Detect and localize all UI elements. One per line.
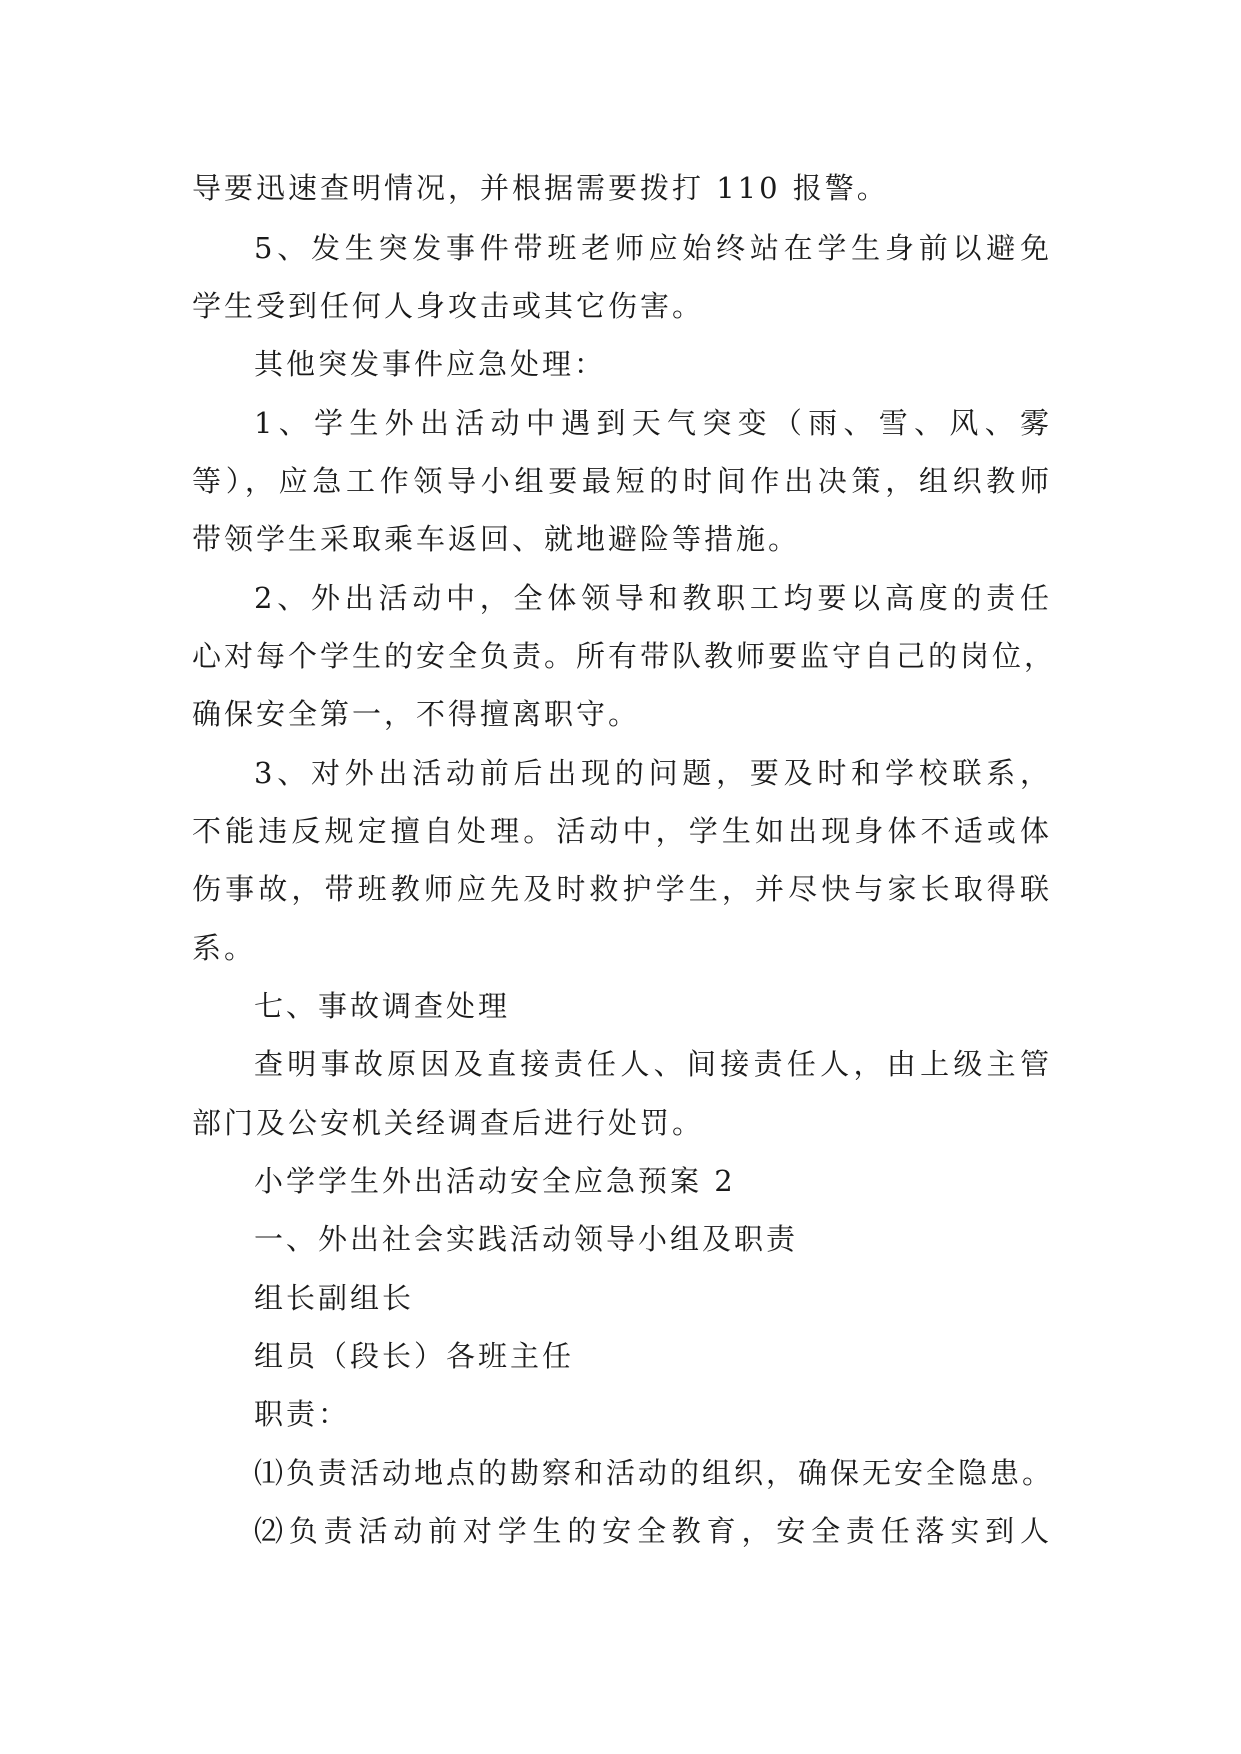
text-line-1: 导要迅速查明情况，并根据需要拨打 110 报警。 [192, 171, 889, 205]
text-line-14: 系。 [192, 931, 257, 965]
section-label-other-emergencies: 其他突发事件应急处理： [254, 347, 607, 381]
duty-item-1: ⑴负责活动地点的勘察和活动的组织，确保无安全隐患。 [254, 1456, 1055, 1490]
document-subtitle-plan-2: 小学学生外出活动安全应急预案 2 [254, 1164, 736, 1198]
text-line-9: 心对每个学生的安全负责。所有带队教师要监守自己的岗位， [192, 639, 1057, 673]
text-line-10: 确保安全第一，不得擅离职守。 [192, 697, 641, 731]
text-line-21: 组员（段长）各班主任 [254, 1339, 575, 1373]
text-line-13: 伤事故，带班教师应先及时救护学生，并尽快与家长取得联 [192, 872, 1052, 906]
text-line-11: 3、对外出活动前后出现的问题，要及时和学校联系， [254, 756, 1052, 790]
text-line-6: 等），应急工作领导小组要最短的时间作出决策，组织教师 [192, 464, 1052, 498]
section-heading-leadership-group: 一、外出社会实践活动领导小组及职责 [254, 1222, 799, 1256]
text-line-8: 2、外出活动中，全体领导和教职工均要以高度的责任 [254, 581, 1052, 615]
section-heading-accident-investigation: 七、事故调查处理 [254, 989, 511, 1023]
text-line-20: 组长副组长 [254, 1281, 415, 1315]
text-line-7: 带领学生采取乘车返回、就地避险等措施。 [192, 522, 801, 556]
text-line-12: 不能违反规定擅自处理。活动中，学生如出现身体不适或体 [192, 814, 1052, 848]
text-line-2: 5、发生突发事件带班老师应始终站在学生身前以避免 [254, 231, 1052, 265]
text-line-16: 查明事故原因及直接责任人、间接责任人，由上级主管 [254, 1047, 1052, 1081]
label-duties: 职责： [254, 1397, 351, 1431]
text-line-5: 1、学生外出活动中遇到天气突变（雨、雪、风、雾 [254, 406, 1052, 440]
text-line-17: 部门及公安机关经调查后进行处罚。 [192, 1106, 705, 1140]
text-line-3: 学生受到任何人身攻击或其它伤害。 [192, 289, 705, 323]
duty-item-2: ⑵负责活动前对学生的安全教育，安全责任落实到人 [254, 1514, 1052, 1548]
